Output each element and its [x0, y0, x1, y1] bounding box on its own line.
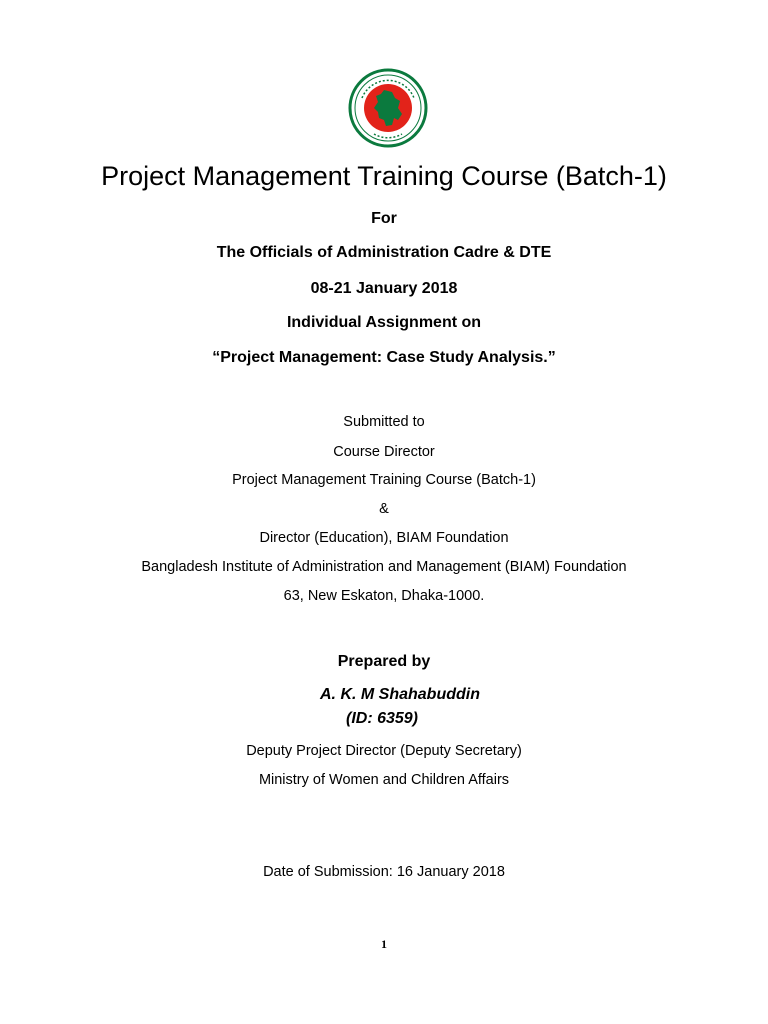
- author-designation: Deputy Project Director (Deputy Secretary): [246, 743, 522, 759]
- submitted-line-director: Director (Education), BIAM Foundation: [259, 530, 509, 546]
- submitted-line-course: Project Management Training Course (Batch-1): [232, 472, 536, 488]
- audience-line: The Officials of Administration Cadre & DTE: [216, 244, 552, 261]
- submitted-line-ampersand: &: [379, 501, 389, 517]
- submitted-line-course-director: Course Director: [333, 444, 435, 460]
- prepared-by-label: Prepared by: [337, 653, 431, 670]
- author-ministry: Ministry of Women and Children Affairs: [258, 772, 510, 788]
- assignment-label: Individual Assignment on: [286, 314, 482, 331]
- submitted-line-institute: Bangladesh Institute of Administration and Management (BIAM) Foundation: [141, 559, 627, 575]
- page-number: 1: [381, 937, 387, 951]
- government-emblem-icon: [348, 68, 428, 148]
- submitted-to-label: Submitted to: [343, 414, 425, 430]
- submitted-line-address: 63, New Eskaton, Dhaka-1000.: [283, 588, 485, 604]
- author-id: (ID: 6359): [345, 710, 419, 727]
- assignment-title: “Project Management: Case Study Analysis.”: [212, 349, 556, 366]
- course-dates: 08-21 January 2018: [310, 280, 458, 297]
- author-name: A. K. M Shahabuddin: [320, 686, 480, 703]
- for-label: For: [371, 210, 397, 227]
- page-title: Project Management Training Course (Batch-1): [101, 161, 667, 191]
- submission-date: Date of Submission: 16 January 2018: [263, 864, 505, 880]
